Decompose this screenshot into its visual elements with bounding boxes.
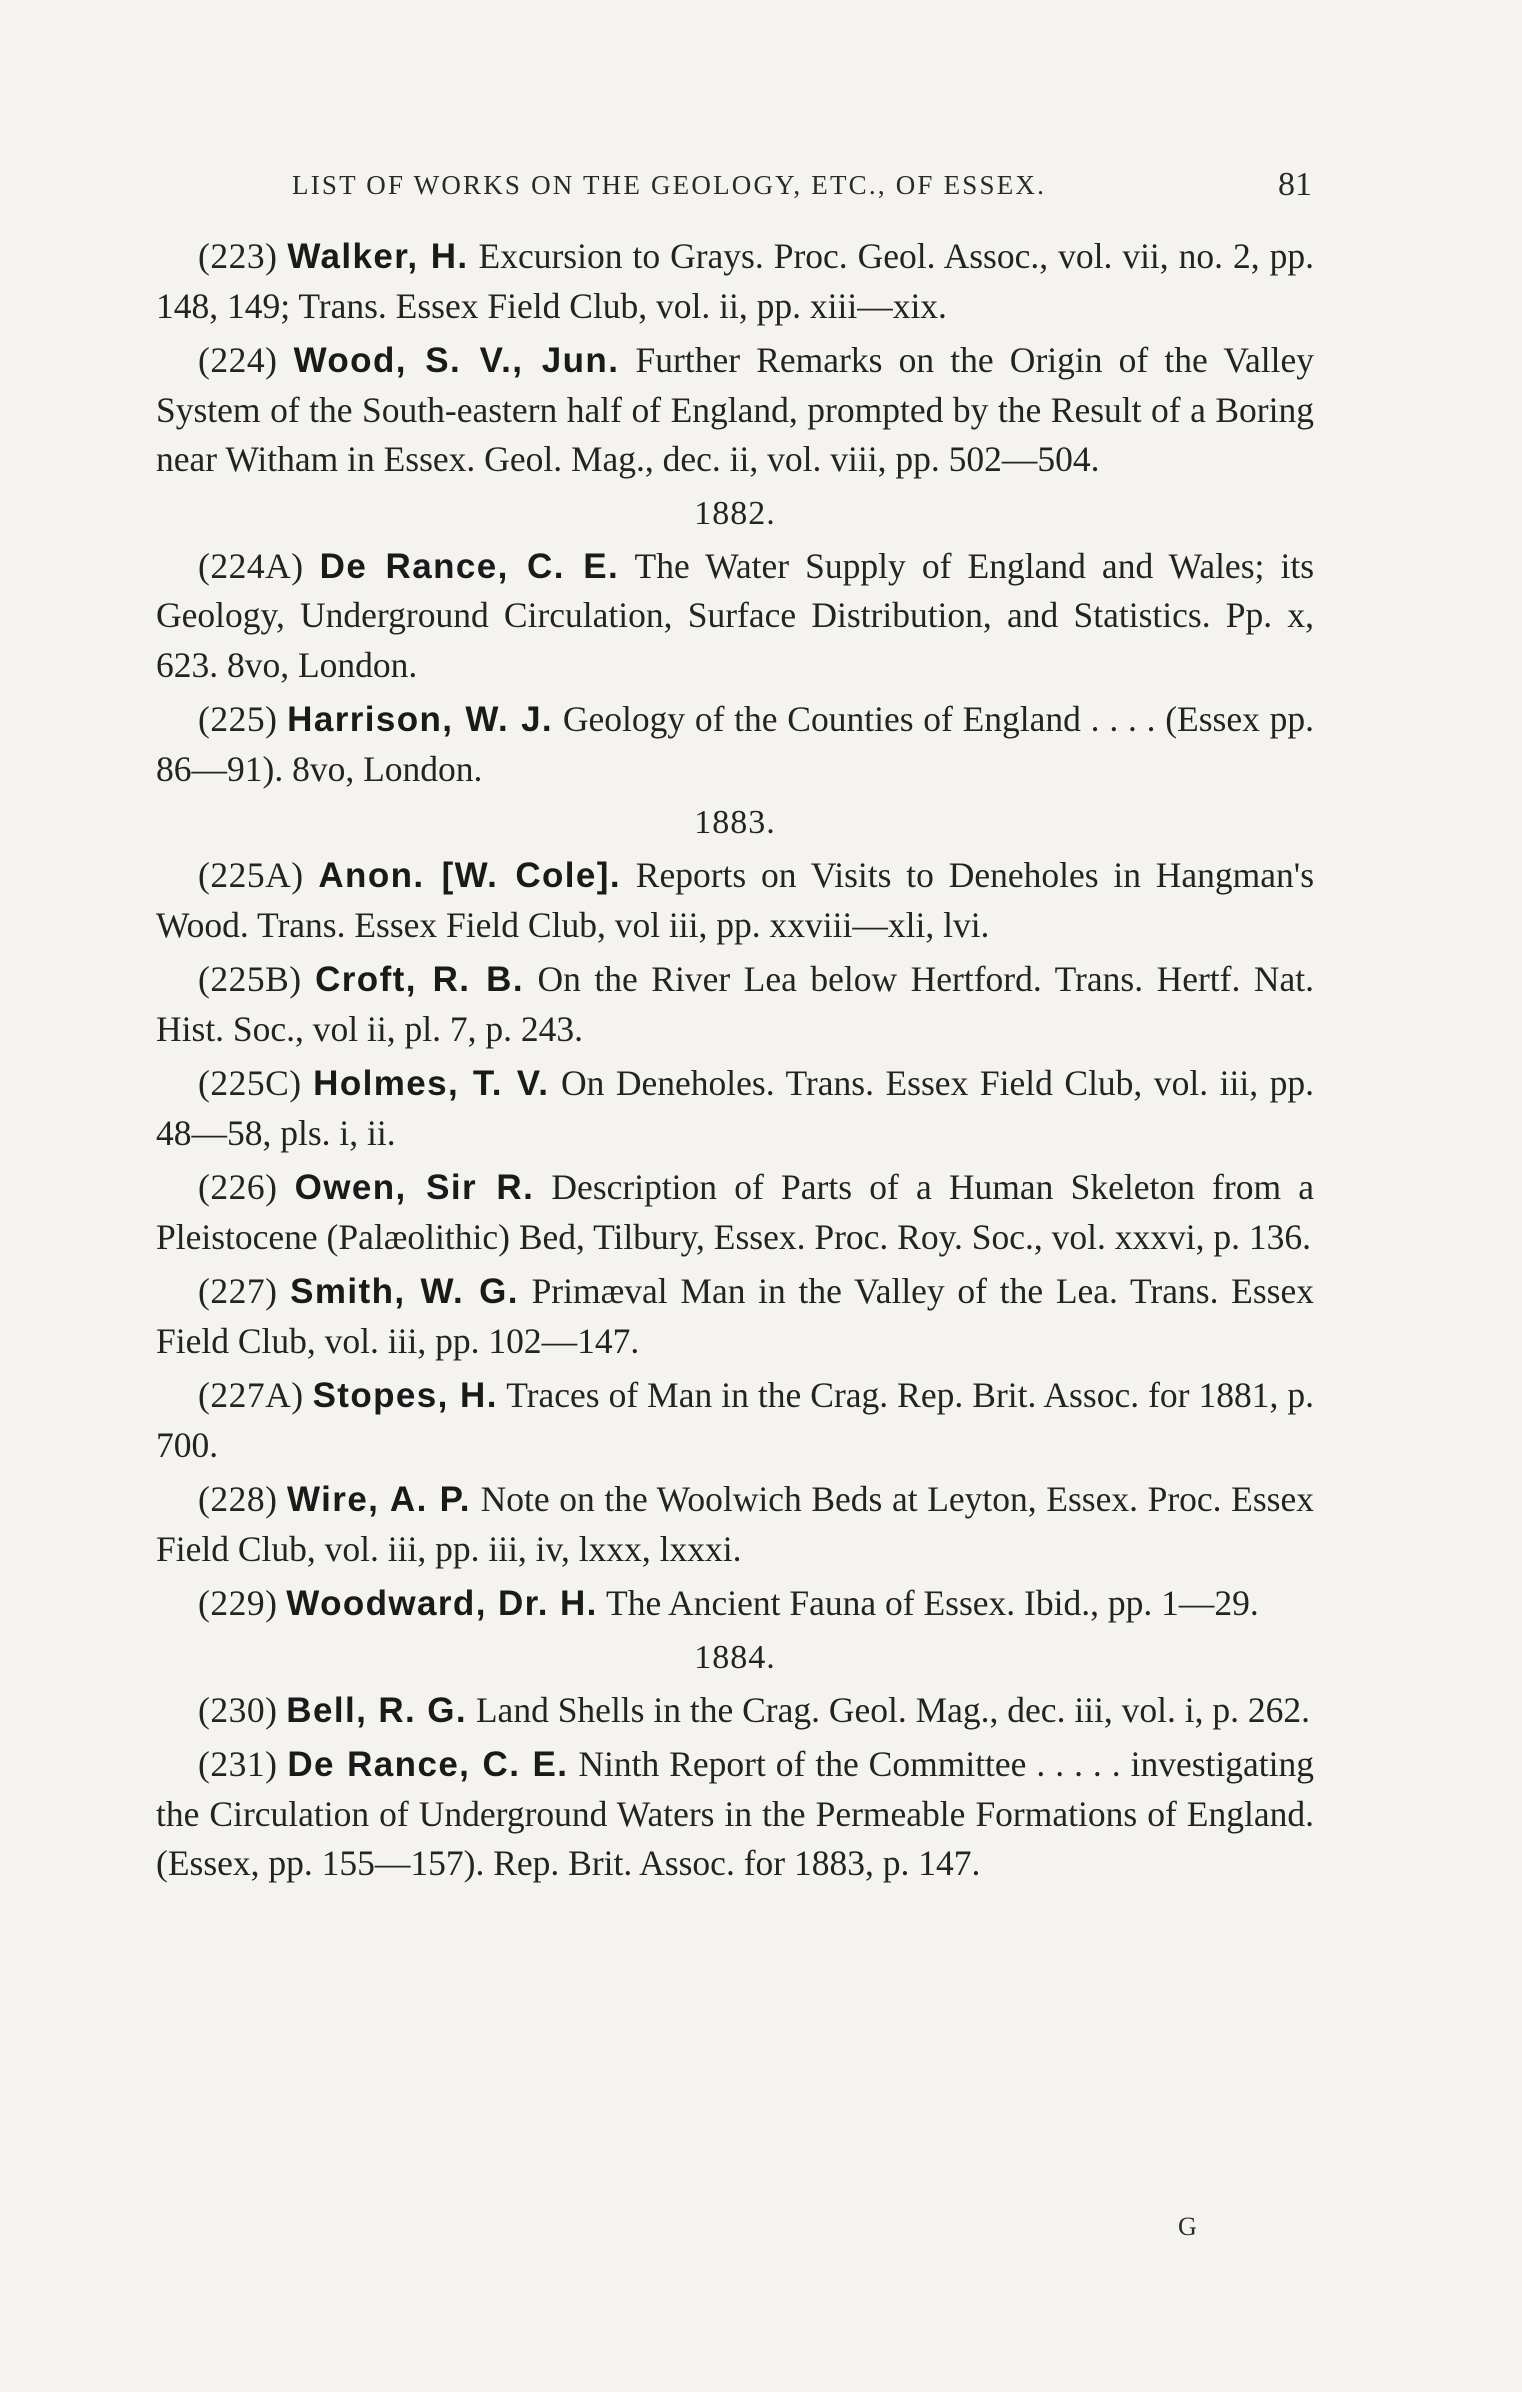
bibliography-entry	[156, 1475, 1314, 1574]
page-header	[292, 166, 1312, 210]
year-heading: 1884.	[694, 1638, 776, 1676]
entry-description: Land Shells in the Crag. Geol. Mag., dec. iii, vol. i, p. 262.	[475, 1689, 1311, 1730]
entry-description: Further Remarks on the Origin of the Valley System of the South-eastern half of England, prompted by the Result of a Boring near Witham in Essex. Geol. Mag., dec. ii, vol. viii, pp. 502—504.	[156, 340, 1315, 479]
entry-author: Holmes, T. V.	[313, 1064, 550, 1103]
entry-number: (225)	[198, 699, 278, 739]
entry-description: Description of Parts of a Human Skeleton from a Pleistocene (Palæolithic) Bed, Tilbury, Essex. Proc. Roy. Soc., vol. xxxvi, p. 136.	[156, 1167, 1315, 1257]
entry-number: (231)	[198, 1744, 278, 1784]
bibliography-entry	[156, 336, 1314, 485]
bibliography-entry	[156, 1686, 1314, 1736]
entry-author: Owen, Sir R.	[294, 1168, 535, 1207]
year-heading: 1883.	[694, 804, 776, 841]
entry-description: Note on the Woolwich Beds at Leyton, Essex. Proc. Essex Field Club, vol. iii, pp. iii, iv, lxxx, lxxxi.	[156, 1479, 1315, 1569]
entry-description: Geology of the Counties of England . . . . (Essex pp. 86—91). 8vo, London.	[156, 699, 1315, 789]
signature-mark: G	[1178, 2212, 1197, 2241]
entry-description: Reports on Visits to Deneholes in Hangman's Wood. Trans. Essex Field Club, vol iii, pp. xxviii—xli, lvi.	[156, 855, 1315, 945]
entry-author: Anon. [W. Cole].	[318, 856, 621, 895]
entry-number: (224)	[198, 340, 278, 380]
entry-author: Croft, R. B.	[315, 960, 524, 999]
entry-description: Traces of Man in the Crag. Rep. Brit. Assoc. for 1881, p. 700.	[156, 1375, 1315, 1465]
bibliography-entry	[156, 1579, 1314, 1629]
bibliography-entry	[156, 1740, 1314, 1889]
page-number: 81	[1278, 166, 1312, 203]
entry-author: Harrison, W. J.	[287, 700, 554, 739]
bibliography-entry	[156, 695, 1314, 794]
entry-number: (228)	[198, 1479, 278, 1519]
entry-number: (224A)	[198, 545, 304, 586]
entry-description: On the River Lea below Hertford. Trans. Hertf. Nat. Hist. Soc., vol ii, pl. 7, p. 243.	[156, 959, 1315, 1049]
bibliography-entry	[156, 232, 1314, 331]
entry-description: The Ancient Fauna of Essex. Ibid., pp. 1—29.	[606, 1583, 1259, 1623]
entry-author: De Rance, C. E.	[319, 546, 620, 586]
entry-author: Stopes, H.	[312, 1376, 498, 1415]
entry-number: (225C)	[198, 1063, 302, 1103]
running-head: LIST OF WORKS ON THE GEOLOGY, ETC., OF ESSEX.	[292, 170, 1047, 200]
entry-number: (227A)	[198, 1375, 304, 1415]
bibliography-entry	[156, 1059, 1314, 1158]
entry-number: (225A)	[198, 855, 304, 895]
entry-description: Primæval Man in the Valley of the Lea. Trans. Essex Field Club, vol. iii, pp. 102—147.	[156, 1271, 1314, 1361]
entry-author: Woodward, Dr. H.	[286, 1584, 598, 1623]
entry-author: Walker, H.	[287, 237, 469, 276]
entry-description: The Water Supply of England and Wales; its Geology, Underground Circulation, Surface Distribution, and Statistics. Pp. x, 623. 8vo, London.	[156, 545, 1315, 685]
year-heading: 1882.	[694, 494, 776, 532]
entry-number: (229)	[198, 1583, 278, 1623]
entry-author: Wire, A. P.	[287, 1480, 471, 1519]
bibliography-entry	[156, 851, 1314, 950]
entry-number: (227)	[198, 1271, 278, 1311]
bibliography-list	[156, 232, 1314, 1894]
entry-number: (223)	[198, 236, 278, 276]
bibliography-entry	[156, 955, 1314, 1054]
bibliography-entry	[156, 542, 1314, 691]
entry-author: De Rance, C. E.	[287, 1745, 569, 1784]
entry-author: Wood, S. V., Jun.	[293, 341, 620, 380]
bibliography-entry	[156, 1267, 1314, 1366]
entry-number: (225B)	[198, 959, 302, 999]
bibliography-entry	[156, 1163, 1314, 1262]
entry-author: Bell, R. G.	[286, 1690, 467, 1730]
entry-number: (230)	[198, 1689, 278, 1730]
entry-description: On Deneholes. Trans. Essex Field Club, vol. iii, pp. 48—58, pls. i, ii.	[156, 1063, 1315, 1153]
entry-author: Smith, W. G.	[290, 1272, 519, 1311]
entry-description: Ninth Report of the Committee . . . . . investigating the Circulation of Underground Waters in the Permeable Formations of England. (Essex, pp. 155—157). Rep. Brit. Assoc. for 1883, p. 147.	[156, 1744, 1315, 1883]
entry-description: Excursion to Grays. Proc. Geol. Assoc., vol. vii, no. 2, pp. 148, 149; Trans. Essex Field Club, vol. ii, pp. xiii—xix.	[156, 236, 1315, 326]
bibliography-entry	[156, 1371, 1314, 1470]
entry-number: (226)	[198, 1167, 278, 1207]
